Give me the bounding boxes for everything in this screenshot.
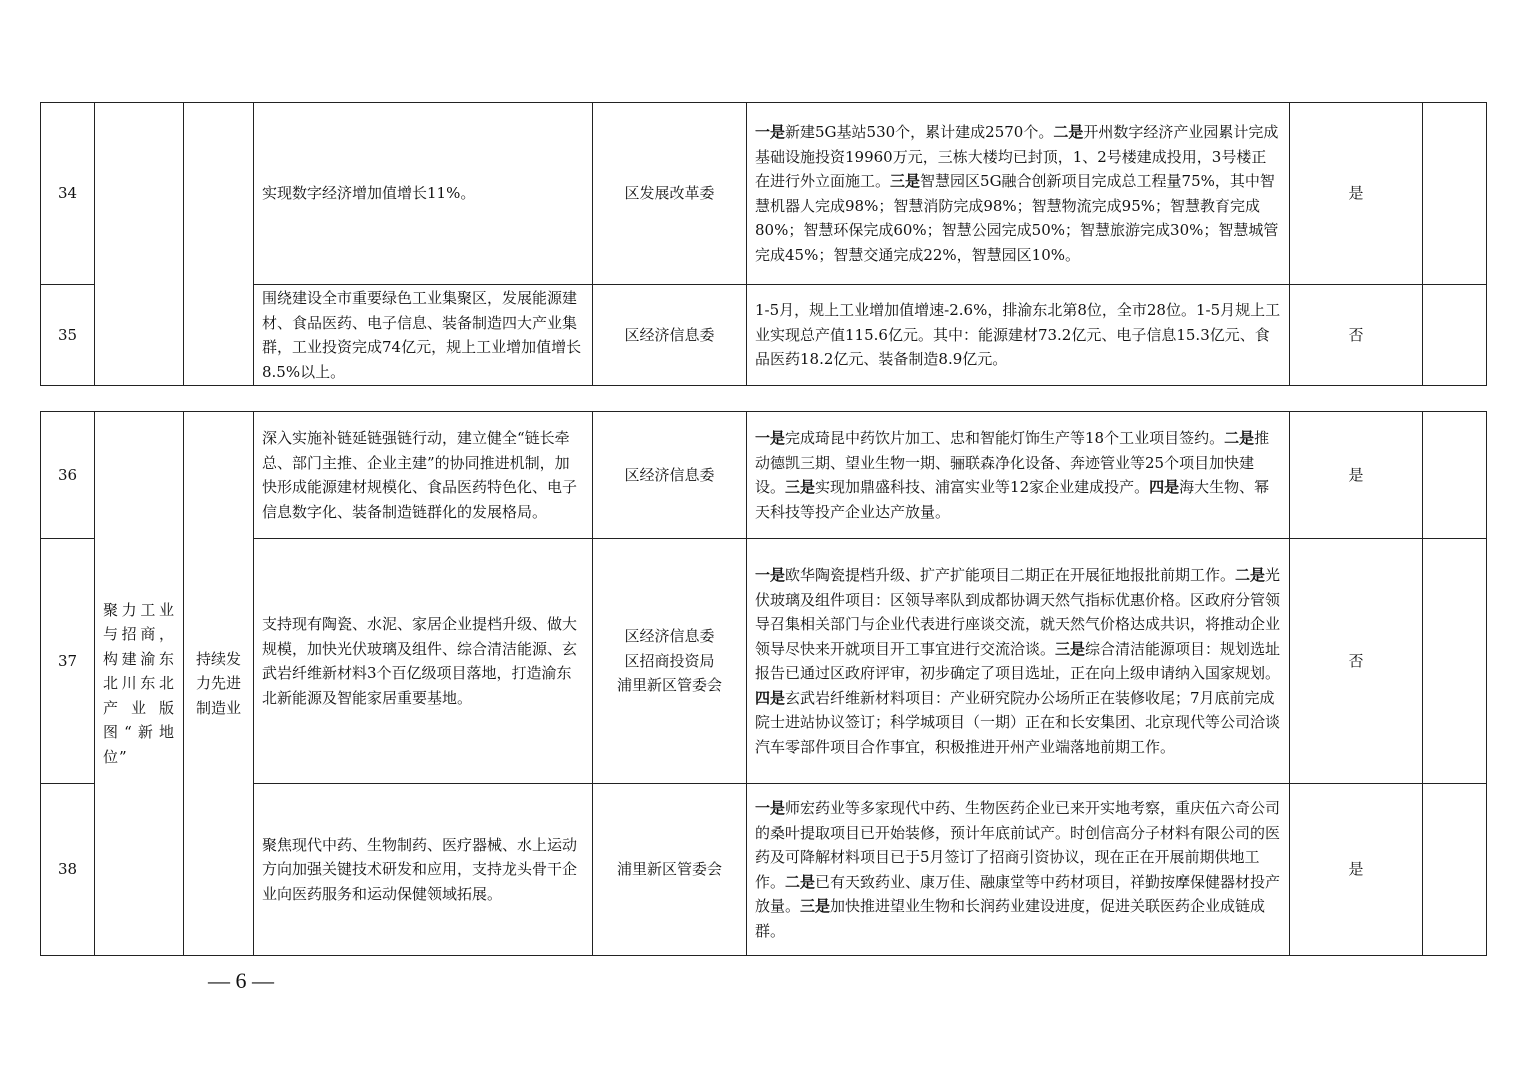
requirement-cell: 围绕建设全市重要绿色工业集聚区，发展能源建材、食品医药、电子信息、装备制造四大产业集群，工业投资完成74亿元，规上工业增加值增长8.5%以上。 (254, 285, 593, 386)
status-cell: 是 (1290, 784, 1423, 956)
department-cell: 区发展改革委 (593, 103, 747, 285)
progress-cell (747, 539, 1290, 784)
department-line: 浦里新区管委会 (616, 676, 722, 695)
department-cell: 浦里新区管委会 (593, 784, 747, 956)
progress-lead: 三是 (1055, 639, 1086, 658)
progress-text: 加快推进望业生物和长润药业建设进度，促进关联医药企业成链成群。 (755, 897, 1266, 940)
progress-cell (747, 285, 1290, 386)
table-row (41, 539, 1487, 784)
progress-cell (747, 103, 1290, 285)
department-line: 区招商投资局 (624, 651, 715, 670)
progress-text: 欧华陶瓷提档升级、扩产扩能项目二期正在开展征地报批前期工作。 (785, 566, 1236, 584)
progress-text: 光伏玻璃及组件项目：区领导率队到成都协调天然气指标优惠价格。区政府分管领导召集相关部门与企业代表进行座谈交流，就天然气价格达成共识，将推动企业领导尽快来开就项目开工事宜进行交流洽谈。 (755, 566, 1281, 658)
table-row (41, 784, 1487, 956)
progress-text: 海大生物、幂天科技等投产企业达产放量。 (755, 478, 1270, 521)
department-cell: 区经济信息委 (593, 285, 747, 386)
progress-text: 完成琦昆中药饮片加工、忠和智能灯饰生产等18个工业项目签约。 (785, 429, 1225, 447)
row-number: 35 (41, 285, 95, 386)
progress-lead: 二是 (785, 872, 816, 891)
progress-text: 师宏药业等多家现代中药、生物医药企业已来开实地考察，重庆伍六奇公司的桑叶提取项目已开始装修，预计年底前试产。时创信高分子材料有限公司的医药及可降解材料项目已于5月签订了招商引资协议，现在正在开展前期供地工作。 (755, 799, 1281, 891)
progress-table-2 (40, 411, 1487, 956)
table-row (41, 103, 1487, 285)
progress-lead: 三是 (890, 172, 921, 190)
status-cell: 否 (1290, 285, 1423, 386)
department-line: 区经济信息委 (624, 627, 715, 646)
page-number: — 6 — (208, 968, 274, 993)
requirement-cell: 聚焦现代中药、生物制药、医疗器械、水上运动方向加强关键技术研发和应用，支持龙头骨干企业向医药服务和运动保健领域拓展。 (254, 784, 593, 956)
progress-lead: 二是 (1235, 566, 1266, 584)
progress-text: 综合清洁能源项目：规划选址报告已通过区政府评审，初步确定了项目选址，正在向上级申请纳入国家规划。 (755, 639, 1281, 682)
progress-text: 已有天致药业、康万佳、融康堂等中药材项目，祥勤按摩保健器材投产放量。 (755, 872, 1281, 915)
progress-text: 智慧园区5G融合创新项目完成总工程量75%，其中智慧机器人完成98%；智慧消防完成98%；智慧物流完成95%；智慧教育完成80%；智慧环保完成60%；智慧公园完成50%；智慧旅游完成30%；智慧城管完成45%；智慧交通完成22%，智慧园区10%。 (755, 172, 1279, 264)
progress-lead: 二是 (1224, 429, 1255, 447)
progress-lead: 一是 (755, 429, 786, 447)
progress-text: 推动德凯三期、望业生物一期、骊联森净化设备、奔迹管业等25个项目加快建设。 (755, 429, 1270, 496)
progress-lead: 一是 (755, 799, 786, 817)
row-number: 36 (41, 412, 95, 539)
category-cell: 聚力工业与招商，构建渝东北川东北产业版图“新地位” (95, 412, 184, 956)
progress-lead: 三是 (800, 897, 831, 915)
category-cell-continued (95, 103, 184, 386)
progress-cell (747, 784, 1290, 956)
subcategory-cell: 持续发力先进制造业 (184, 412, 254, 956)
progress-lead: 一是 (755, 566, 786, 584)
department-cell (593, 539, 747, 784)
progress-text: 新建5G基站530个，累计建成2570个。 (785, 123, 1054, 141)
progress-table-1 (40, 102, 1487, 386)
progress-text: 玄武岩纤维新材料项目：产业研究院办公场所正在装修收尾；7月底前完成院士进站协议签订；科学城项目（一期）正在和长安集团、北京现代等公司洽谈汽车零部件项目合作事宜，积极推进开州产业端落地前期工作。 (755, 688, 1281, 756)
progress-text: 1-5月，规上工业增加值增速-2.6%，排渝东北第8位，全市28位。1-5月规上工业实现总产值115.6亿元。其中：能源建材73.2亿元、电子信息15.3亿元、食品医药18.2亿元、装备制造8.9亿元。 (755, 301, 1281, 369)
remark-cell (1423, 285, 1487, 386)
row-number: 38 (41, 784, 95, 956)
status-cell: 否 (1290, 539, 1423, 784)
remark-cell (1423, 784, 1487, 956)
progress-lead: 四是 (755, 688, 786, 707)
department-cell: 区经济信息委 (593, 412, 747, 539)
progress-lead: 二是 (1053, 123, 1084, 141)
remark-cell (1423, 103, 1487, 285)
status-cell: 是 (1290, 412, 1423, 539)
progress-cell (747, 412, 1290, 539)
table-row (41, 412, 1487, 539)
status-cell: 是 (1290, 103, 1423, 285)
row-number: 34 (41, 103, 95, 285)
progress-lead: 一是 (755, 123, 786, 141)
table-row (41, 285, 1487, 386)
progress-lead: 三是 (785, 478, 816, 496)
requirement-cell: 实现数字经济增加值增长11%。 (254, 103, 593, 285)
remark-cell (1423, 412, 1487, 539)
row-number: 37 (41, 539, 95, 784)
progress-text: 开州数字经济产业园累计完成基础设施投资19960万元，三栋大楼均已封顶，1、2号楼建成投用，3号楼正在进行外立面施工。 (755, 123, 1279, 190)
remark-cell (1423, 539, 1487, 784)
subcategory-cell-continued (184, 103, 254, 386)
progress-lead: 四是 (1149, 478, 1180, 496)
requirement-cell: 支持现有陶瓷、水泥、家居企业提档升级、做大规模，加快光伏玻璃及组件、综合清洁能源、玄武岩纤维新材料3个百亿级项目落地，打造渝东北新能源及智能家居重要基地。 (254, 539, 593, 784)
requirement-cell: 深入实施补链延链强链行动，建立健全“链长牵总、部门主推、企业主建”的协同推进机制，加快形成能源建材规模化、食品医药特色化、电子信息数字化、装备制造链群化的发展格局。 (254, 412, 593, 539)
progress-text: 实现加鼎盛科技、浦富实业等12家企业建成投产。 (815, 478, 1150, 496)
